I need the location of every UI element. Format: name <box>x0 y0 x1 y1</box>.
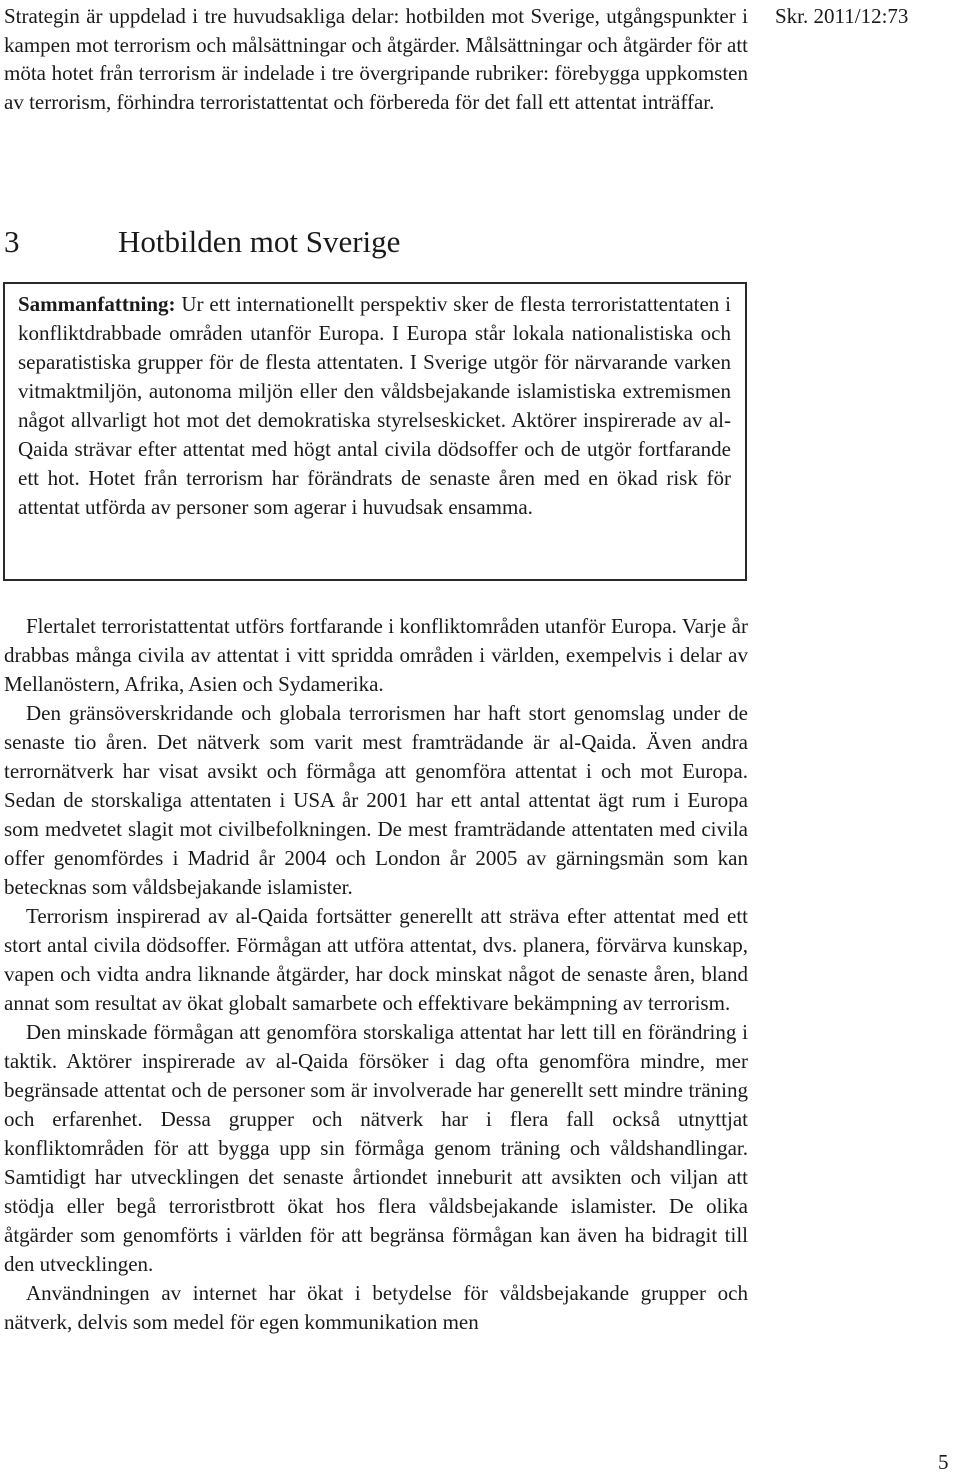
intro-paragraph: Strategin är uppdelad i tre huvudsakliga delar: hotbilden mot Sverige, utgångspunkter i kampen mot terrorism och målsättningar och åtgärder. Målsättningar och åtgärder för att möta hotet från terrorism är indelade i tre övergripande rubriker: förebygga uppkomsten av terrorism, förhindra terroristattentat och förbereda för det fall ett attentat inträffar. <box>4 4 748 114</box>
body-text <box>4 612 748 1337</box>
section-number: 3 <box>4 224 20 259</box>
page-number: 5 <box>938 1450 949 1474</box>
body-paragraph: Användningen av internet har ökat i betydelse för våldsbejakande grupper och nätverk, delvis som medel för egen kommunikation men <box>4 1281 748 1334</box>
summary-text: Ur ett internationellt perspektiv sker de flesta terroristattentaten i konfliktdrabbade områden utanför Europa. I Europa står lokala nationalistiska och separatistiska grupper för de flesta attentaten. I Sverige utgör för närvarande varken vitmaktmiljön, autonoma miljön eller den våldsbejakande islamistiska extremismen något allvarligt hot mot det demokratiska styrelseskicket. Aktörer inspirerade av al-Qaida strävar efter attentat med högt antal civila dödsoffer och de utgör fortfarande ett hot. Hotet från terrorism har förändrats de senaste åren med en ökad risk för attentat utförda av personer som agerar i huvudsak ensamma. <box>18 292 731 519</box>
section-heading <box>4 222 400 262</box>
section-title: Hotbilden mot Sverige <box>118 224 401 259</box>
body-paragraph: Den gränsöverskridande och globala terrorismen har haft stort genomslag under de senaste tio åren. Det nätverk som varit mest framträdande är al-Qaida. Även andra terrornätverk har visat avsikt och förmåga att genomföra attentat i och mot Europa. Sedan de storskaliga attentaten i USA år 2001 har ett antal attentat ägt rum i Europa som medvetet slagit mot civilbefolkningen. De mest framträdande attentaten med civila offer genomfördes i Madrid år 2004 och London år 2005 av gärningsmän som kan betecknas som våldsbejakande islamister. <box>4 701 748 899</box>
body-paragraph: Flertalet terroristattentat utförs fortfarande i konfliktområden utanför Europa. Varje år drabbas många civila av attentat i vitt spridda områden i världen, exempelvis i delar av Mellanöstern, Afrika, Asien och Sydamerika. <box>4 614 748 696</box>
summary-label: Sammanfattning: <box>18 292 176 316</box>
summary-box <box>3 282 747 581</box>
summary-paragraph <box>18 290 731 522</box>
body-paragraph: Den minskade förmågan att genomföra storskaliga attentat har lett till en förändring i taktik. Aktörer inspirerade av al-Qaida försöker i dag ofta genomföra mindre, mer begränsade attentat och de personer som är involverade har generellt sett mindre träning och erfarenhet. Dessa grupper och nätverk har i flera fall också utnyttjat konfliktområden för att bygga upp sin förmåga genom träning och våldshandlingar. Samtidigt har utvecklingen det senaste årtiondet inneburit att avsikten och viljan att stödja eller begå terroristbrott ökat hos flera våldsbejakande islamister. De olika åtgärder som genomförts i världen för att begränsa förmågan kan även ha bidragit till den utvecklingen. <box>4 1020 748 1276</box>
document-reference: Skr. 2011/12:73 <box>775 4 909 28</box>
body-paragraph: Terrorism inspirerad av al-Qaida fortsätter generellt att sträva efter attentat med ett stort antal civila dödsoffer. Förmågan att utföra attentat, dvs. planera, förvärva kunskap, vapen och vidta andra liknande åtgärder, har dock minskat något de senaste åren, bland annat som resultat av ökat globalt samarbete och effektivare bekämpning av terrorism. <box>4 904 748 1015</box>
